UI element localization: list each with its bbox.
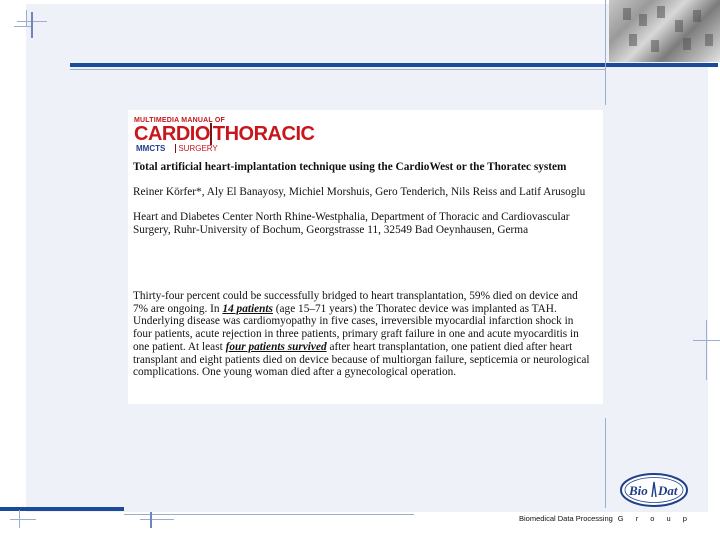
- biodat-dat-text: Dat: [658, 483, 678, 498]
- corner-mark-right-v: [706, 320, 707, 380]
- logo-cardio: CARDIO: [134, 123, 210, 145]
- article-authors: Reiner Körfer*, Aly El Banayosy, Michiel Morshuis, Gero Tenderich, Nils Reiss and Latif Arusoglu: [133, 186, 586, 198]
- top-accent-bar: [70, 63, 718, 67]
- corner-mark-bottom-mid-h: [140, 519, 174, 520]
- article-title: Total artificial heart-implantation technique using the CardioWest or the Thoratec system: [133, 161, 567, 173]
- corner-mark-bottom-left-v: [19, 510, 20, 528]
- article-affiliation: Heart and Diabetes Center North Rhine-Westphalia, Department of Thoracic and Cardiovascular Surgery, Ruhr-University of Bochum, Georgstrasse 11, 32549 Bad Oeynhausen, Germa: [133, 211, 570, 236]
- article-abstract: [133, 290, 593, 379]
- corner-mark-top-left-v2: [26, 10, 27, 26]
- top-divider-line: [70, 69, 606, 70]
- article-excerpt: [128, 110, 603, 404]
- biodat-logo: [618, 470, 690, 510]
- abstract-part3: after heart transplantation, one patient died after heart transplant and eight patients died on device because of multiorgan failure, septicemia or neurological complications. One young woman died after a gynecological operation.: [133, 340, 590, 379]
- highlight-four-patients-survived: four patients survived: [225, 340, 327, 353]
- logo-title: [134, 124, 314, 144]
- biodat-bio-text: Bio: [629, 483, 648, 498]
- corner-mark-top-left-h2: [14, 26, 32, 27]
- right-vertical-line-lower: [605, 418, 606, 508]
- logo-subline: [136, 144, 218, 153]
- logo-surgery: SURGERY: [175, 144, 217, 153]
- right-vertical-line-upper: [605, 0, 606, 105]
- bottom-divider-line: [124, 514, 414, 515]
- corner-mark-top-left-v: [31, 12, 33, 38]
- footer-caption: [519, 514, 692, 523]
- footer-caption-group: G r o u p: [617, 514, 692, 523]
- logo-mmcts: MMCTS: [136, 144, 166, 153]
- corner-mark-bottom-left-h: [10, 519, 36, 520]
- footer-caption-main: Biomedical Data Processing: [519, 514, 613, 523]
- logo-thoracic: THORACIC: [210, 123, 315, 145]
- corner-mark-bottom-mid-v: [150, 512, 152, 528]
- building-photo: [609, 0, 720, 62]
- highlight-14-patients: 14 patients: [222, 302, 273, 315]
- mmcts-logo: [134, 117, 315, 153]
- abstract-part1: Thirty-four percent could be successfully bridged to heart transplantation, 59% died on device and 7% are ongoing. In: [133, 290, 578, 315]
- logo-line1: MULTIMEDIA MANUAL OF: [134, 117, 225, 124]
- abstract-part2: (age 15–71 years) the Thoratec device was implanted as TAH. Underlying disease was cardiomyopathy in five cases, irreversible myocardial infarction shock in four patients, acute rejection in three patients, primary graft failure in one and acute myocarditis in one patient. At least: [133, 302, 579, 353]
